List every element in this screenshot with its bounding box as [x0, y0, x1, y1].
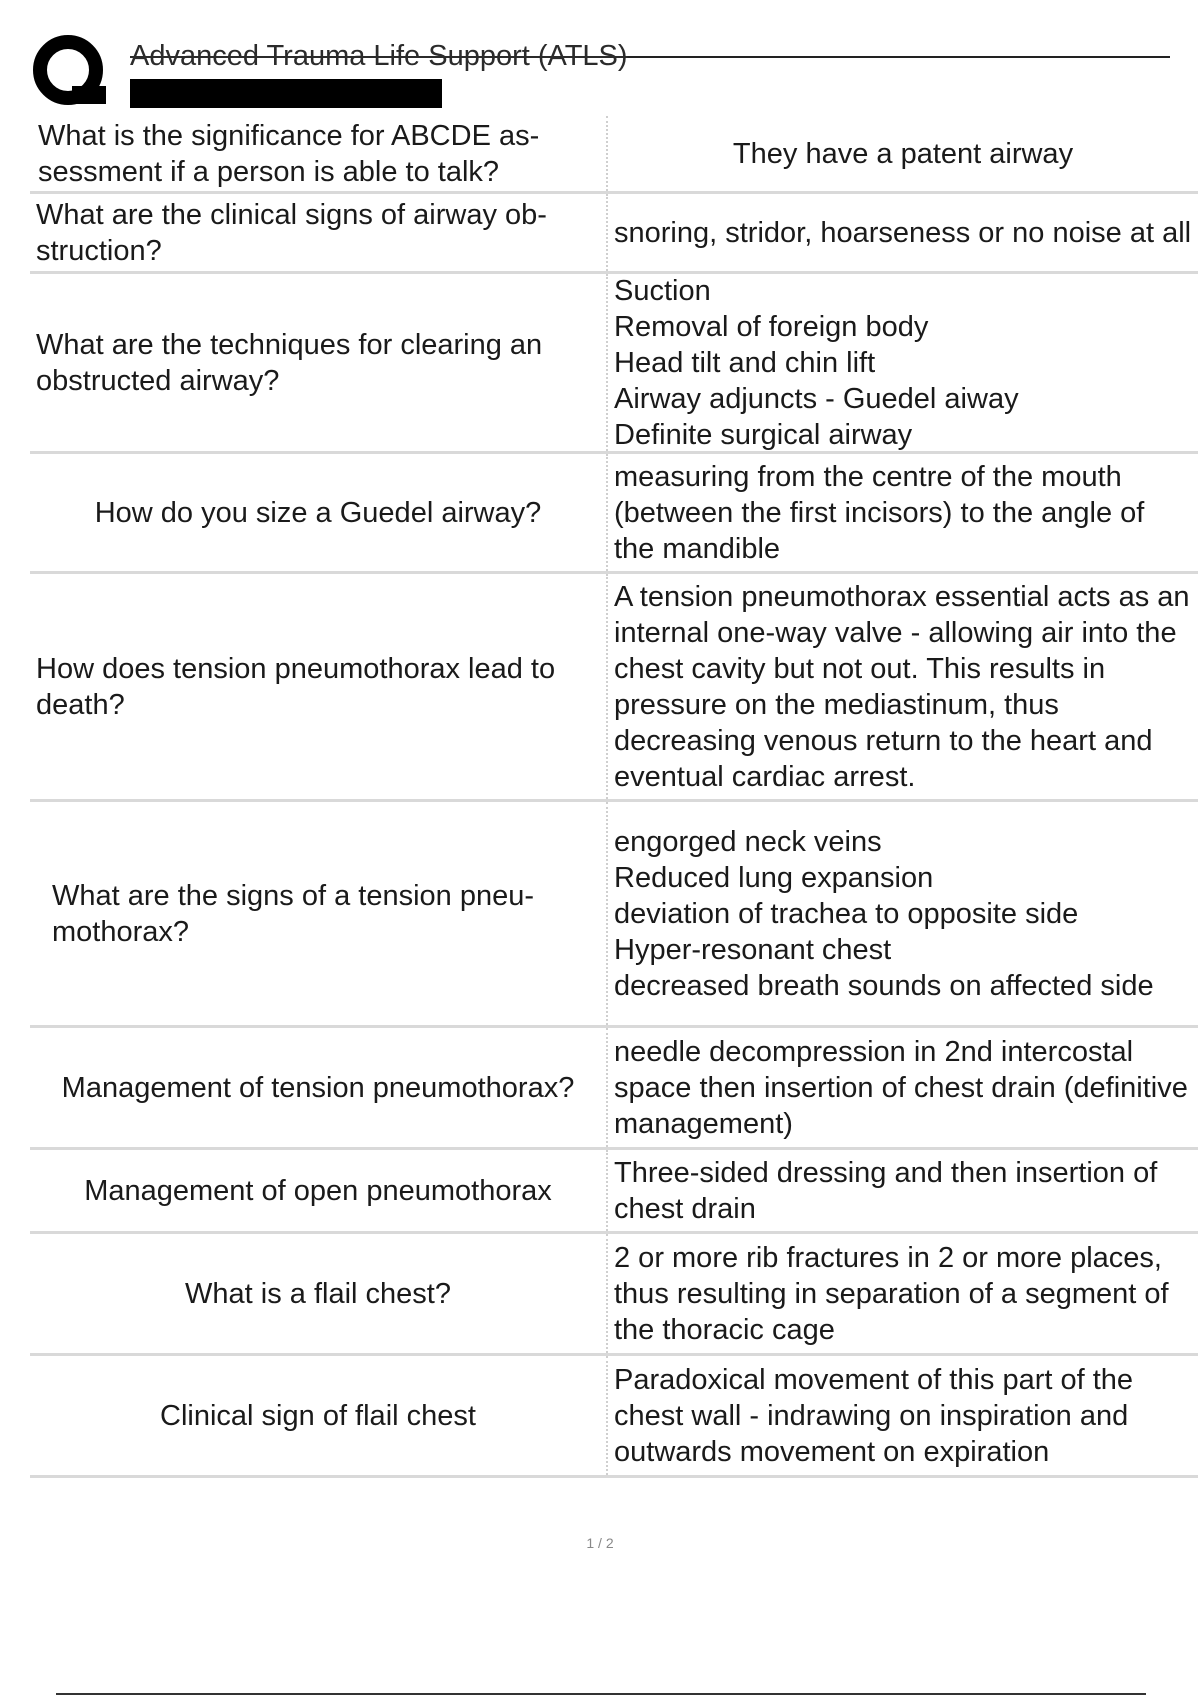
answer-item: Suction — [614, 274, 711, 307]
answer-item: Reduced lung expansion — [614, 861, 934, 894]
answer-cell — [608, 116, 1198, 191]
answer-text: measuring from the centre of the mouth (between the first incisors) to the angle of the mandible — [614, 460, 1145, 565]
question-cell — [30, 1150, 608, 1231]
question-text: How do you size a Guedel airway? — [94, 496, 542, 529]
question-text: Management of open pneumothorax — [84, 1174, 552, 1207]
answer-cell — [608, 574, 1198, 799]
answer-cell — [608, 1028, 1198, 1147]
answer-list — [614, 824, 1154, 1004]
qa-table — [30, 116, 1198, 1478]
page-number: 1 / 2 — [586, 1535, 614, 1551]
question-text: What are the techniques for clearing an obstructed airway? — [36, 328, 543, 397]
qa-row — [30, 802, 1198, 1028]
answer-text: Paradoxical movement of this part of the chest wall - indrawing on inspiration and outwards movement on expiration — [614, 1363, 1134, 1468]
answer-text: Three-sided dressing and then insertion of chest drain — [614, 1156, 1158, 1225]
question-text: Management of tension pneumothorax? — [61, 1071, 575, 1104]
answer-item: engorged neck veins — [614, 825, 882, 858]
question-cell — [30, 274, 608, 451]
question-cell — [30, 454, 608, 571]
qa-row — [30, 1356, 1198, 1478]
question-text: What are the signs of a tension pneumothorax? — [52, 879, 535, 948]
qa-row — [30, 454, 1198, 574]
question-cell — [30, 1356, 608, 1475]
answer-cell — [608, 1150, 1198, 1231]
question-text: How does tension pneumothorax lead to death? — [36, 652, 556, 721]
answer-list — [614, 273, 1019, 453]
footer-rule — [56, 1693, 1146, 1695]
qa-row — [30, 116, 1198, 194]
answer-cell — [608, 454, 1198, 571]
answer-item: deviation of trachea to opposite side — [614, 897, 1079, 930]
answer-item: Removal of foreign body — [614, 310, 929, 343]
question-cell — [30, 1028, 608, 1147]
q-logo-icon — [32, 34, 108, 110]
document-header — [30, 30, 1150, 110]
answer-text: A tension pneumothorax essential acts as an internal one-way valve - allowing air into the chest cavity but not out. This results in pressure on the mediastinum, thus decreasing venous return to the heart and eventual cardiac arrest. — [614, 580, 1190, 793]
qa-row — [30, 1234, 1198, 1356]
question-text: What is a flail chest? — [185, 1277, 451, 1310]
answer-cell — [608, 194, 1198, 271]
redaction-bar — [130, 79, 442, 108]
qa-row — [30, 1150, 1198, 1234]
question-text: Clinical sign of flail chest — [160, 1399, 476, 1432]
question-cell — [30, 802, 608, 1025]
question-cell — [30, 574, 608, 799]
answer-item: Head tilt and chin lift — [614, 346, 876, 379]
answer-item: Definite surgical airway — [614, 418, 913, 451]
answer-cell — [608, 802, 1198, 1025]
answer-item: Airway adjuncts - Guedel aiway — [614, 382, 1019, 415]
answer-item: decreased breath sounds on affected side — [614, 969, 1154, 1002]
document-title: Advanced Trauma Life Support (ATLS) — [130, 40, 628, 72]
question-cell — [30, 116, 608, 191]
answer-cell — [608, 1356, 1198, 1475]
qa-row — [30, 274, 1198, 454]
qa-row — [30, 194, 1198, 274]
question-cell — [30, 194, 608, 271]
answer-item: Hyper-resonant chest — [614, 933, 892, 966]
question-text: What is the significance for ABCDE assessment if a person is able to talk? — [38, 119, 540, 188]
answer-text: needle decompression in 2nd intercostal space then insertion of chest drain (definitive management) — [614, 1035, 1188, 1140]
answer-cell — [608, 1234, 1198, 1353]
qa-row — [30, 574, 1198, 802]
qa-row — [30, 1028, 1198, 1150]
question-cell — [30, 1234, 608, 1353]
answer-text: snoring, stridor, hoarseness or no noise at all — [614, 216, 1192, 249]
answer-text: They have a patent airway — [732, 137, 1074, 170]
question-text: What are the clinical signs of airway obstruction? — [36, 198, 547, 267]
answer-cell — [608, 274, 1198, 451]
answer-text: 2 or more rib fractures in 2 or more places, thus resulting in separation of a segment of the thoracic cage — [614, 1241, 1169, 1346]
